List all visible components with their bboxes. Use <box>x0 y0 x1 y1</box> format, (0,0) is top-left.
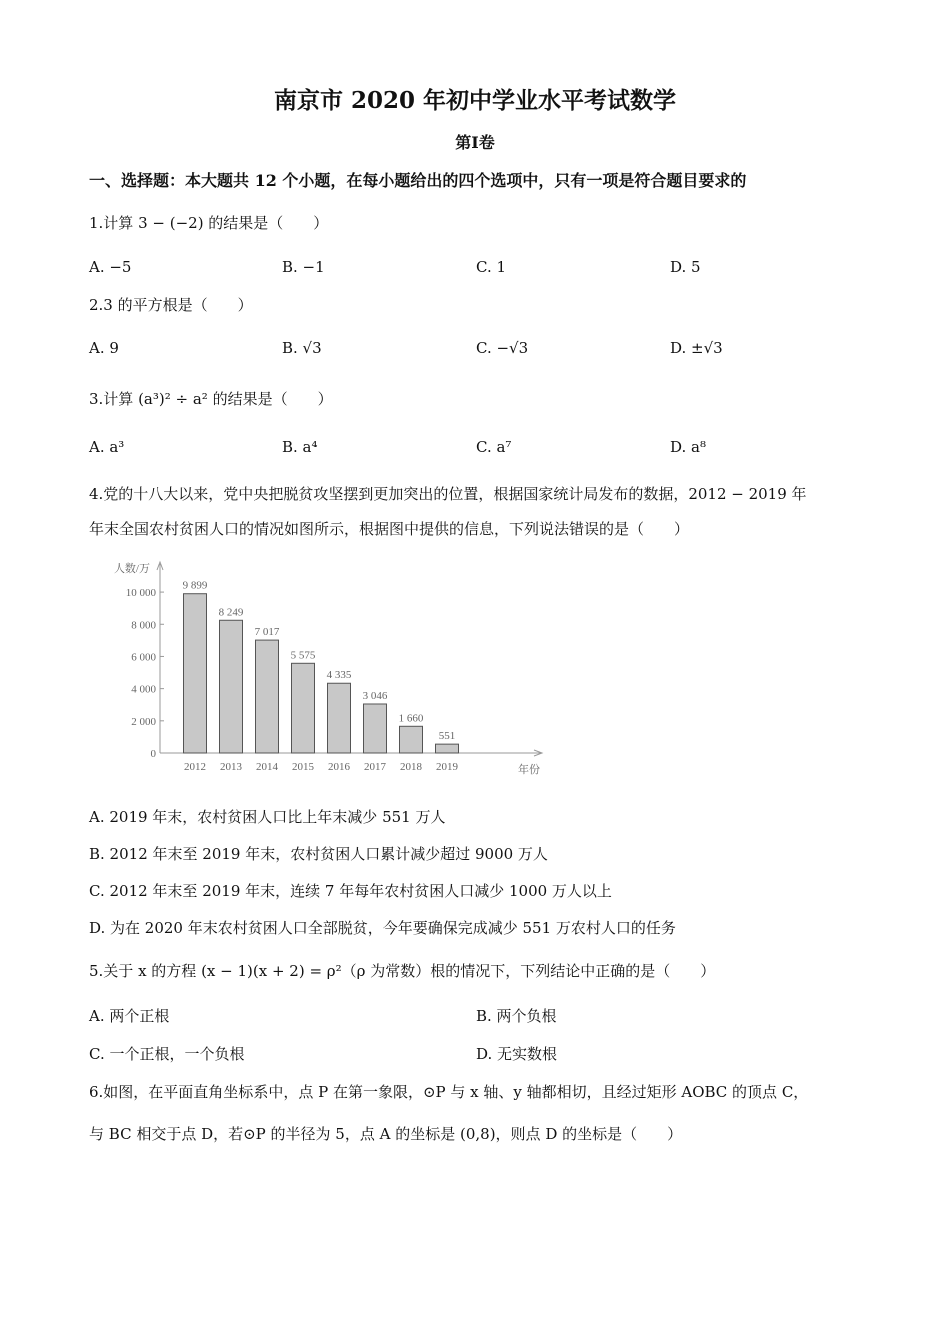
x-tick-label: 2014 <box>256 761 278 773</box>
question-2: 2.3 的平方根是（ ） <box>89 296 253 314</box>
x-axis-title: 年份 <box>518 764 540 776</box>
chart-labels <box>114 561 540 776</box>
q2-option-b: B. √3 <box>282 339 322 357</box>
q5-option-c: C. 一个正根，一个负根 <box>89 1045 245 1063</box>
q5-option-d: D. 无实数根 <box>476 1045 558 1063</box>
x-tick-label: 2013 <box>220 761 242 773</box>
bar-2017 <box>364 704 387 753</box>
bar-value-label: 9 899 <box>182 579 208 592</box>
q1-option-b: B. −1 <box>282 258 325 276</box>
q1-option-c: C. 1 <box>476 258 507 276</box>
page-title: 南京市 2020 年初中学业水平考试数学 <box>273 87 677 114</box>
bar-2015 <box>292 663 315 753</box>
y-tick-label: 10 000 <box>125 587 156 600</box>
question-1: 1.计算 3 − (−2) 的结果是（ ） <box>89 214 329 232</box>
q4-option-c: C. 2012 年末至 2019 年末，连续 7 年每年农村贫困人口减少 1000 万人以上 <box>89 882 612 900</box>
q5-option-a: A. 两个正根 <box>89 1007 170 1025</box>
question-6-line-1: 6.如图，在平面直角坐标系中，点 P 在第一象限，⊙P 与 x 轴、y 轴都相切，且经过矩形 AOBC 的顶点 C， <box>89 1083 809 1101</box>
q1-option-a: A. −5 <box>89 258 132 276</box>
x-tick-label: 2017 <box>364 761 386 773</box>
bar-value-label: 1 660 <box>398 712 424 725</box>
question-6-line-2: 与 BC 相交于点 D，若⊙P 的半径为 5，点 A 的坐标是 (0,8)，则点 D 的坐标是（ ） <box>89 1125 683 1143</box>
bar-2014 <box>256 640 279 753</box>
y-tick-label: 4 000 <box>131 683 156 696</box>
q3-option-d: D. a⁸ <box>670 438 706 456</box>
question-5: 5.关于 x 的方程 (x − 1)(x + 2) = ρ²（ρ 为常数）根的情况下，下列结论中正确的是（ ） <box>89 962 716 980</box>
section-heading: 一、选择题：本大题共 12 个小题，在每小题给出的四个选项中，只有一项是符合题目要求的 <box>89 171 747 190</box>
y-axis-title: 人数/万 <box>113 563 150 575</box>
q2-option-c: C. −√3 <box>476 339 529 357</box>
bar-2012 <box>184 594 207 753</box>
q4-option-a: A. 2019 年末，农村贫困人口比上年末减少 551 万人 <box>89 808 446 826</box>
bar-value-label: 5 575 <box>290 649 316 662</box>
x-tick-label: 2019 <box>436 761 458 773</box>
x-tick-label: 2018 <box>400 761 422 773</box>
q2-option-a: A. 9 <box>89 339 119 357</box>
bar-value-label: 3 046 <box>362 689 388 702</box>
q5-option-b: B. 两个负根 <box>476 1007 557 1025</box>
bar-2013 <box>220 620 243 753</box>
q3-option-b: B. a⁴ <box>282 438 318 456</box>
q1-option-d: D. 5 <box>670 258 701 276</box>
bar-value-label: 7 017 <box>254 626 280 639</box>
q4-option-b: B. 2012 年末至 2019 年末，农村贫困人口累计减少超过 9000 万人 <box>89 845 548 863</box>
bar-2016 <box>328 683 351 753</box>
page-subtitle: 第Ⅰ卷 <box>455 133 495 152</box>
question-4-line-1: 4.党的十八大以来，党中央把脱贫攻坚摆到更加突出的位置，根据国家统计局发布的数据，2012 − 2019 年 <box>89 485 807 503</box>
q3-option-a: A. a³ <box>89 438 125 456</box>
bar-value-label: 4 335 <box>326 669 352 682</box>
q3-option-c: C. a⁷ <box>476 438 512 456</box>
y-tick-label: 6 000 <box>131 651 156 664</box>
bar-2019 <box>436 744 459 753</box>
question-3: 3.计算 (a³)² ÷ a² 的结果是（ ） <box>89 390 333 408</box>
question-4-line-2: 年末全国农村贫困人口的情况如图所示，根据图中提供的信息，下列说法错误的是（ ） <box>89 520 690 538</box>
y-tick-label: 0 <box>150 748 156 760</box>
y-tick-label: 2 000 <box>131 715 156 728</box>
bar-value-label: 8 249 <box>218 606 244 619</box>
poverty-bar-chart <box>112 556 552 778</box>
x-tick-label: 2016 <box>328 761 350 773</box>
q4-option-d: D. 为在 2020 年末农村贫困人口全部脱贫，今年要确保完成减少 551 万农村人口的任务 <box>89 919 676 937</box>
bar-value-label: 551 <box>438 730 456 743</box>
q2-option-d: D. ±√3 <box>670 339 723 357</box>
x-tick-label: 2012 <box>184 761 206 773</box>
y-tick-label: 8 000 <box>131 619 156 632</box>
x-tick-label: 2015 <box>292 761 314 773</box>
bar-2018 <box>400 726 423 753</box>
